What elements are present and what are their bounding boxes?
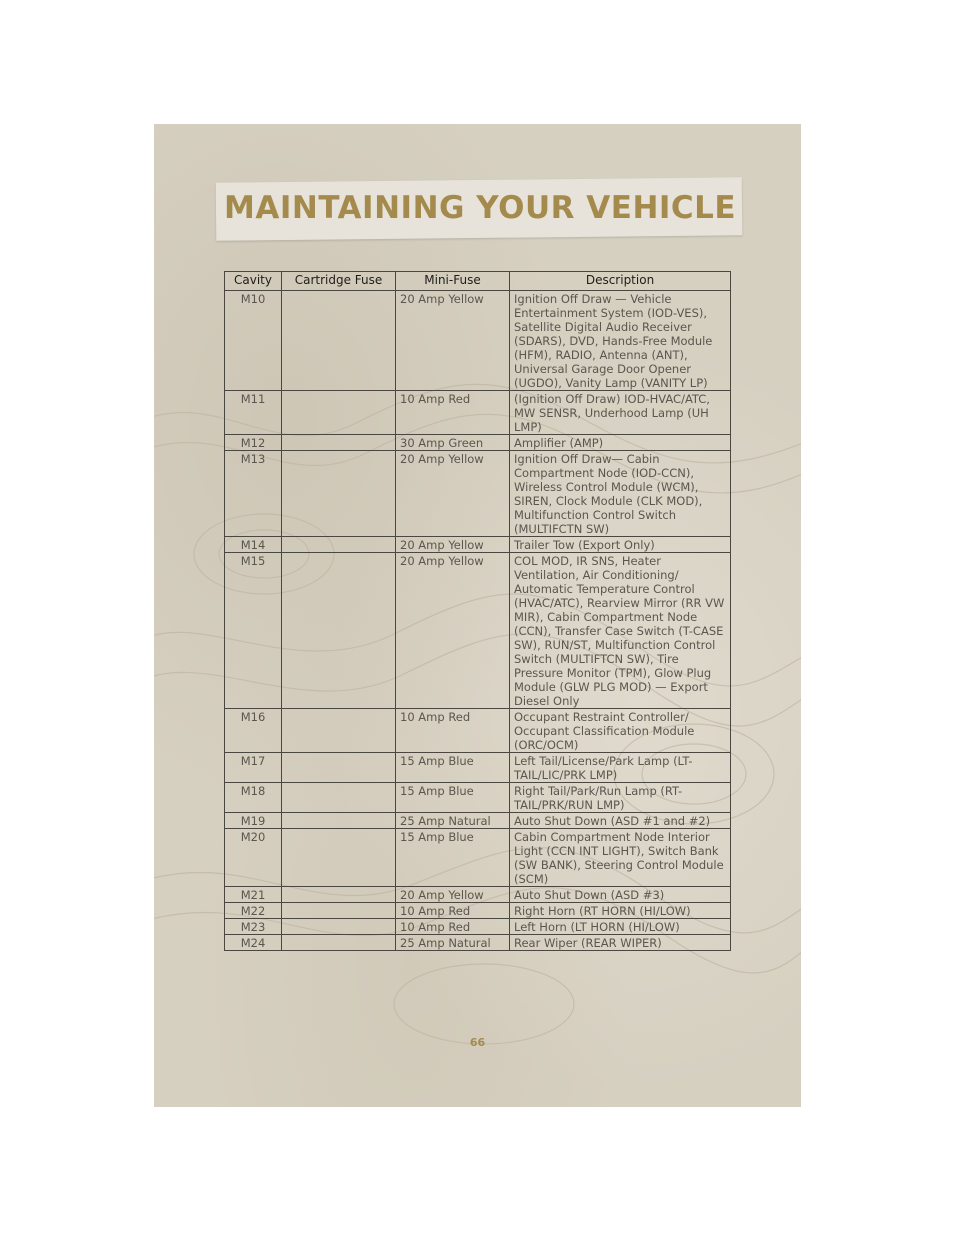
cavity-cell: M16 xyxy=(225,709,282,753)
table-row xyxy=(225,829,731,887)
description-cell: Ignition Off Draw — Vehicle Entertainment System (IOD-VES), Satellite Digital Audio Receiver (SDARS), DVD, Hands-Free Module (HFM), RADIO, Antenna (ANT), Universal Garage Door Opener (UGDO), Vanity Lamp (VANITY LP) xyxy=(510,291,731,391)
table-row xyxy=(225,783,731,813)
header-description: Description xyxy=(510,272,731,291)
table-row xyxy=(225,709,731,753)
cavity-cell: M19 xyxy=(225,813,282,829)
cavity-cell: M11 xyxy=(225,391,282,435)
cartridge-cell xyxy=(282,887,396,903)
description-cell: Auto Shut Down (ASD #3) xyxy=(510,887,731,903)
mini-fuse-cell: 15 Amp Blue xyxy=(396,783,510,813)
table-row xyxy=(225,291,731,391)
description-cell: COL MOD, IR SNS, Heater Ventilation, Air Conditioning/ Automatic Temperature Control (HVAC/ATC), Rearview Mirror (RR VW MIR), Cabin Compartment Node (CCN), Transfer Case Switch (T-CASE SW), RUN/ST, Multifunction Control Switch (MULTIFTCN SW), Tire Pressure Monitor (TPM), Glow Plug Module (GLW PLG MOD) — Export Diesel Only xyxy=(510,553,731,709)
cavity-cell: M21 xyxy=(225,887,282,903)
mini-fuse-cell: 10 Amp Red xyxy=(396,391,510,435)
cartridge-cell xyxy=(282,291,396,391)
cavity-cell: M14 xyxy=(225,537,282,553)
description-cell: Right Tail/Park/Run Lamp (RT-TAIL/PRK/RUN LMP) xyxy=(510,783,731,813)
description-cell: Rear Wiper (REAR WIPER) xyxy=(510,935,731,951)
table-row xyxy=(225,391,731,435)
description-cell: Trailer Tow (Export Only) xyxy=(510,537,731,553)
description-cell: Occupant Restraint Controller/ Occupant Classification Module (ORC/OCM) xyxy=(510,709,731,753)
cartridge-cell xyxy=(282,935,396,951)
description-cell: Ignition Off Draw— Cabin Compartment Node (IOD-CCN), Wireless Control Module (WCM), SIREN, Clock Module (CLK MOD), Multifunction Control Switch (MULTIFCTN SW) xyxy=(510,451,731,537)
page-number: 66 xyxy=(469,1036,486,1049)
description-cell: Left Horn (LT HORN (HI/LOW) xyxy=(510,919,731,935)
cavity-cell: M13 xyxy=(225,451,282,537)
table-row xyxy=(225,903,731,919)
fuse-table-body xyxy=(225,291,731,951)
cartridge-cell xyxy=(282,903,396,919)
description-cell: (Ignition Off Draw) IOD-HVAC/ATC, MW SENSR, Underhood Lamp (UH LMP) xyxy=(510,391,731,435)
table-row xyxy=(225,919,731,935)
table-row xyxy=(225,537,731,553)
description-cell: Right Horn (RT HORN (HI/LOW) xyxy=(510,903,731,919)
cavity-cell: M12 xyxy=(225,435,282,451)
cavity-cell: M22 xyxy=(225,903,282,919)
cartridge-cell xyxy=(282,435,396,451)
cavity-cell: M23 xyxy=(225,919,282,935)
mini-fuse-cell: 20 Amp Yellow xyxy=(396,291,510,391)
cavity-cell: M15 xyxy=(225,553,282,709)
cavity-cell: M20 xyxy=(225,829,282,887)
description-cell: Cabin Compartment Node Interior Light (CCN INT LIGHT), Switch Bank (SW BANK), Steering Control Module (SCM) xyxy=(510,829,731,887)
cavity-cell: M18 xyxy=(225,783,282,813)
table-row xyxy=(225,813,731,829)
mini-fuse-cell: 30 Amp Green xyxy=(396,435,510,451)
table-row xyxy=(225,935,731,951)
fuse-table xyxy=(224,271,731,951)
cartridge-cell xyxy=(282,553,396,709)
mini-fuse-cell: 25 Amp Natural xyxy=(396,813,510,829)
header-mini-fuse: Mini-Fuse xyxy=(396,272,510,291)
mini-fuse-cell: 10 Amp Red xyxy=(396,903,510,919)
table-header-row xyxy=(225,272,731,291)
mini-fuse-cell: 10 Amp Red xyxy=(396,919,510,935)
cavity-cell: M17 xyxy=(225,753,282,783)
table-row xyxy=(225,451,731,537)
table-row xyxy=(225,553,731,709)
table-row xyxy=(225,887,731,903)
cartridge-cell xyxy=(282,753,396,783)
section-title: MAINTAINING YOUR VEHICLE xyxy=(224,190,737,226)
mini-fuse-cell: 10 Amp Red xyxy=(396,709,510,753)
cartridge-cell xyxy=(282,813,396,829)
cavity-cell: M10 xyxy=(225,291,282,391)
cavity-cell: M24 xyxy=(225,935,282,951)
cartridge-cell xyxy=(282,391,396,435)
mini-fuse-cell: 15 Amp Blue xyxy=(396,829,510,887)
mini-fuse-cell: 15 Amp Blue xyxy=(396,753,510,783)
cartridge-cell xyxy=(282,537,396,553)
mini-fuse-cell: 20 Amp Yellow xyxy=(396,887,510,903)
description-cell: Amplifier (AMP) xyxy=(510,435,731,451)
mini-fuse-cell: 20 Amp Yellow xyxy=(396,553,510,709)
table-row xyxy=(225,753,731,783)
description-cell: Left Tail/License/Park Lamp (LT-TAIL/LIC/PRK LMP) xyxy=(510,753,731,783)
header-cartridge-fuse: Cartridge Fuse xyxy=(282,272,396,291)
mini-fuse-cell: 25 Amp Natural xyxy=(396,935,510,951)
mini-fuse-cell: 20 Amp Yellow xyxy=(396,451,510,537)
description-cell: Auto Shut Down (ASD #1 and #2) xyxy=(510,813,731,829)
mini-fuse-cell: 20 Amp Yellow xyxy=(396,537,510,553)
cartridge-cell xyxy=(282,783,396,813)
cartridge-cell xyxy=(282,829,396,887)
table-row xyxy=(225,435,731,451)
cartridge-cell xyxy=(282,709,396,753)
cartridge-cell xyxy=(282,919,396,935)
header-cavity: Cavity xyxy=(225,272,282,291)
manual-page xyxy=(154,124,801,1107)
cartridge-cell xyxy=(282,451,396,537)
